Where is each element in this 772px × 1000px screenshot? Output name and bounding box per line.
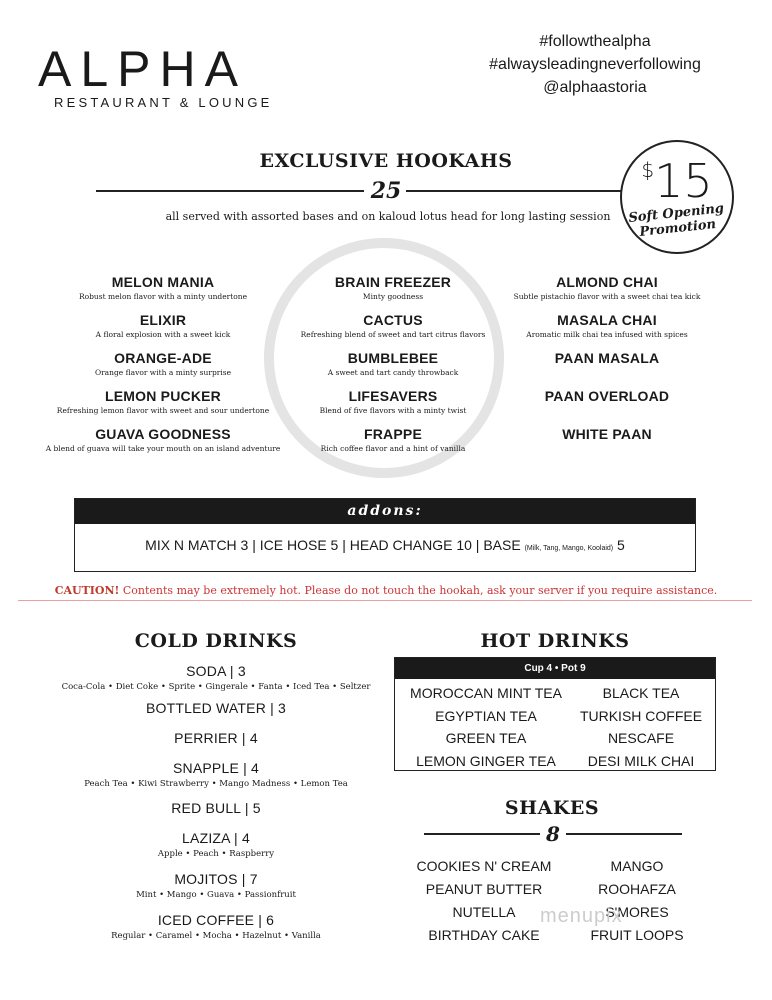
divider <box>566 833 682 835</box>
hookah-item: ELIXIR A floral explosion with a sweet kick <box>95 312 231 339</box>
promo-badge <box>620 140 734 254</box>
addons-list: MIX N MATCH 3 | ICE HOSE 5 | HEAD CHANGE 10 | BASE <box>145 537 521 553</box>
hookah-item: MELON MANIA Robust melon flavor with a minty undertone <box>78 274 248 301</box>
shake-item: BIRTHDAY CAKE <box>428 927 540 943</box>
hookah-item: PAAN MASALA <box>554 350 660 366</box>
hot-drink-item: BLACK TEA <box>602 685 680 701</box>
promo-currency: $ <box>641 158 655 182</box>
hookah-item: WHITE PAAN <box>562 426 652 442</box>
caution-notice <box>0 584 772 597</box>
hashtag: #alwaysleadingneverfollowing <box>489 56 701 73</box>
shakes-price: 8 <box>546 822 560 846</box>
hookah-item: ORANGE-ADE Orange flavor with a minty surprise <box>94 350 232 377</box>
shakes-title: SHAKES <box>504 797 600 819</box>
shakes-column-1 <box>404 855 564 947</box>
promo-text: Soft Opening Promotion <box>627 201 725 240</box>
hookah-item: BUMBLEBEE A sweet and tart candy throwback <box>327 350 459 377</box>
hot-drink-item: LEMON GINGER TEA <box>416 752 556 769</box>
shake-item: ROOHAFZA <box>598 881 676 897</box>
cold-drinks-list <box>36 663 396 952</box>
hot-drink-item: GREEN TEA <box>445 730 527 746</box>
hot-drink-item: EGYPTIAN TEA <box>435 707 537 724</box>
caution-text: Contents may be extremely hot. Please do not touch the hookah, ask your server if you require assistance. <box>122 584 718 597</box>
hot-drinks-title: HOT DRINKS <box>480 630 630 652</box>
hashtags <box>455 30 735 99</box>
hashtag: @alphaastoria <box>543 79 647 96</box>
hookah-item: LEMON PUCKER Refreshing lemon flavor with sweet and sour undertone <box>56 388 270 415</box>
addons-base-price: 5 <box>617 537 625 553</box>
drink-item: SNAPPLE | 4 Peach Tea • Kiwi Strawberry • Mango Madness • Lemon Tea <box>84 760 348 789</box>
drink-item: ICED COFFEE | 6 Regular • Caramel • Mocha • Hazelnut • Vanilla <box>111 912 321 941</box>
drink-item: LAZIZA | 4 Apple • Peach • Raspberry <box>157 830 275 859</box>
hookah-item: ALMOND CHAI Subtle pistachio flavor with a sweet chai tea kick <box>513 274 701 301</box>
drink-item: BOTTLED WATER | 3 <box>145 700 287 716</box>
caution-label: CAUTION! <box>54 584 120 597</box>
hookah-item: LIFESAVERS Blend of five flavors with a minty twist <box>319 388 467 415</box>
cold-drinks-title: COLD DRINKS <box>134 630 298 652</box>
shake-item: NUTELLA <box>452 904 516 920</box>
hookah-column-2 <box>268 274 518 464</box>
hookah-item: GUAVA GOODNESS A blend of guava will take your mouth on an island adventure <box>45 426 281 453</box>
addons-base-note: (Milk, Tang, Mango, Koolaid) <box>524 545 614 552</box>
hot-drink-item: MOROCCAN MINT TEA <box>410 685 562 701</box>
drink-item: PERRIER | 4 <box>174 730 258 746</box>
hookah-item: BRAIN FREEZER Minty goodness <box>334 274 452 301</box>
drink-item: MOJITOS | 7 Mint • Mango • Guava • Passionfruit <box>136 871 296 900</box>
drink-item: RED BULL | 5 <box>171 800 261 816</box>
addons-text <box>75 537 695 553</box>
drink-item: SODA | 3 Coca-Cola • Diet Coke • Sprite • Gingerale • Fanta • Iced Tea • Seltzer <box>61 663 371 692</box>
menupix-watermark: menupix <box>540 905 623 927</box>
logo-name: ALPHA <box>38 41 247 97</box>
shake-item: FRUIT LOOPS <box>590 927 684 943</box>
hookah-item: CACTUS Refreshing blend of sweet and tart citrus flavors <box>300 312 486 339</box>
hot-drink-item: TURKISH COFFEE <box>579 707 703 724</box>
logo-subtitle: RESTAURANT & LOUNGE <box>54 95 273 110</box>
hookahs-price: 25 <box>370 178 402 204</box>
promo-amount: 15 <box>654 154 713 208</box>
divider <box>406 190 626 192</box>
hot-drink-item: DESI MILK CHAI <box>587 752 695 769</box>
hot-drinks-pricing: Cup 4 • Pot 9 <box>395 658 715 679</box>
divider <box>96 190 364 192</box>
shake-item: COOKIES N' CREAM <box>416 858 552 874</box>
shake-item: MANGO <box>610 858 664 874</box>
hookah-item: FRAPPE Rich coffee flavor and a hint of vanilla <box>320 426 466 453</box>
addons-box <box>74 498 696 572</box>
caution-underline <box>18 600 752 601</box>
hookah-column-1 <box>38 274 288 464</box>
hashtag: #followthealpha <box>539 33 651 50</box>
hot-drink-item: NESCAFE <box>607 730 675 746</box>
hot-drinks-column-2 <box>571 682 711 772</box>
shakes-column-2 <box>572 855 702 947</box>
shake-item: PEANUT BUTTER <box>425 881 543 897</box>
divider <box>424 833 540 835</box>
hookahs-subtitle: all served with assorted bases and on kaloud lotus head for long lasting session <box>165 210 611 223</box>
hookahs-title: EXCLUSIVE HOOKAHS <box>259 150 513 172</box>
hookah-item: MASALA CHAI Aromatic milk chai tea infused with spices <box>526 312 688 339</box>
hookah-item: PAAN OVERLOAD <box>544 388 670 404</box>
hookah-column-3 <box>482 274 732 464</box>
addons-title: addons: <box>75 499 695 524</box>
shake-item: S'MORES <box>605 904 669 920</box>
hot-drinks-box <box>394 657 716 771</box>
hot-drinks-column-1 <box>401 682 571 772</box>
